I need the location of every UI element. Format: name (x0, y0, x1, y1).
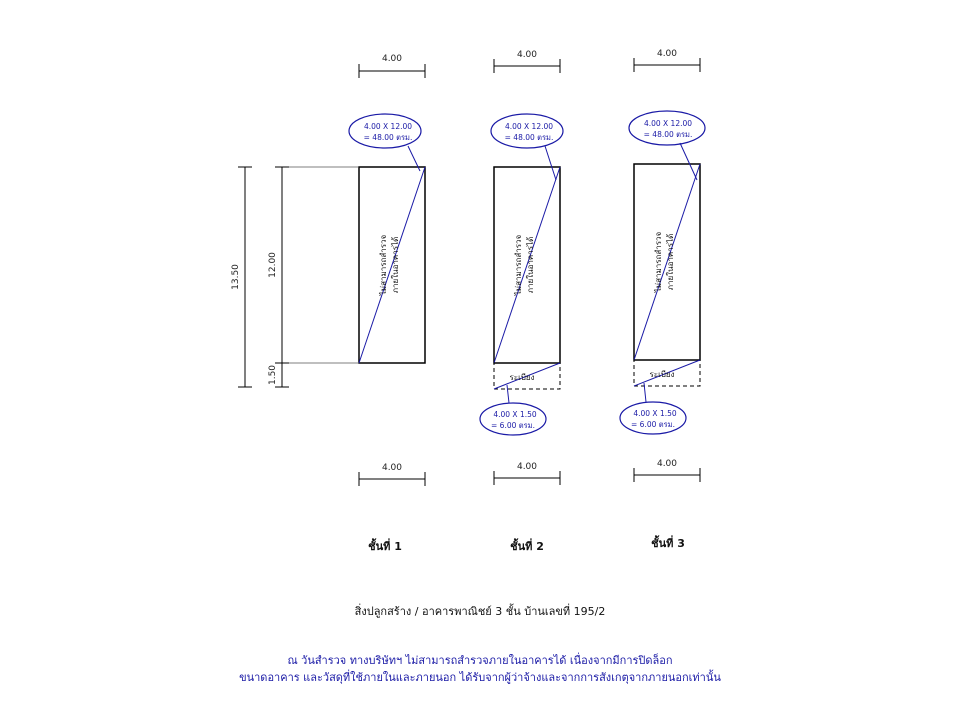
floor-1-bottom-dimension (359, 472, 425, 486)
floor-2-bottom-width-label: 4.00 (516, 462, 538, 472)
floor-2-area-result: = 48.00 ตรม. (504, 133, 554, 142)
balcony-height-dimension: 1.50 (268, 364, 278, 386)
floor-1-interior-note-line2: ภายในอาคารได้ (391, 236, 400, 294)
floor-3-balcony-area-formula: 4.00 X 1.50 (633, 409, 677, 418)
floor-2-interior-note-line2: ภายในอาคารได้ (526, 236, 535, 294)
main-height-dimension: 12.00 (268, 252, 278, 278)
floor-3-top-dimension (634, 58, 700, 72)
floor-3-bottom-width-label: 4.00 (656, 459, 678, 469)
floor-1-area-result: = 48.00 ตรม. (363, 133, 413, 142)
floor-2-balcony-label: ระเบียง (509, 373, 535, 382)
floor-1-interior-note-line1: ไม่สามารถสำรวจ (379, 234, 388, 296)
floor-3-balcony-area-oval (620, 402, 686, 434)
building-title: สิ่งปลูกสร้าง / อาคารพาณิชย์ 3 ชั้น บ้านเลขที่ 195/2 (354, 605, 606, 618)
survey-note-line1: ณ วันสำรวจ ทางบริษัทฯ ไม่สามารถสำรวจภายในอาคารได้ เนื่องจากมีการปิดล็อก (287, 654, 673, 667)
floor-2-top-dimension (494, 59, 560, 73)
floor-2-area-formula: 4.00 X 12.00 (504, 122, 554, 131)
floor-2-balcony-area-formula: 4.00 X 1.50 (493, 410, 537, 419)
survey-note-line2: ขนาดอาคาร และวัสดุที่ใช้ภายในและภายนอก ได้รับจากผู้ว่าจ้างและจากการสังเกตุจากภายนอกเท่านั้น (239, 671, 721, 684)
floor-2-balcony-area-oval (480, 403, 546, 435)
floor-1-top-dimension (359, 64, 425, 78)
floor-1-label: ชั้นที่ 1 (368, 540, 402, 553)
floor-3-balcony-label: ระเบียง (649, 370, 675, 379)
floor-2-interior-note-line1: ไม่สามารถสำรวจ (514, 234, 523, 296)
floor-2-plan (480, 50, 563, 485)
floor-1-area-formula: 4.00 X 12.00 (363, 122, 413, 131)
vertical-dimensions (238, 167, 358, 387)
floor-2-top-width-label: 4.00 (516, 50, 538, 60)
floor-3-leader (680, 143, 697, 180)
floor-1-plan (349, 54, 425, 486)
floor-2-bottom-dimension (494, 471, 560, 485)
floor-3-bottom-dimension (634, 468, 700, 482)
floor-1-bottom-width-label: 4.00 (381, 463, 403, 473)
floor-2-balcony-leader (507, 385, 509, 403)
floor-3-area-formula: 4.00 X 12.00 (643, 119, 693, 128)
floor-2-label: ชั้นที่ 2 (510, 540, 544, 553)
floor-3-area-oval (629, 111, 705, 145)
floor-1-top-width-label: 4.00 (381, 54, 403, 64)
floor-3-balcony-area-result: = 6.00 ตรม. (631, 420, 675, 429)
floor-2-leader (545, 146, 556, 180)
floor-3-area-result: = 48.00 ตรม. (643, 130, 693, 139)
floor-2-area-oval (491, 114, 563, 148)
floor-3-plan (620, 49, 705, 482)
floor-2-balcony-area-result: = 6.00 ตรม. (491, 421, 535, 430)
floor-3-interior-note-line2: ภายในอาคารได้ (666, 233, 675, 291)
floor-3-top-width-label: 4.00 (656, 49, 678, 59)
floor-3-label: ชั้นที่ 3 (651, 537, 685, 550)
total-height-dimension: 13.50 (231, 264, 241, 290)
floor-1-area-oval (349, 114, 421, 148)
floor-3-interior-note-line1: ไม่สามารถสำรวจ (654, 231, 663, 293)
